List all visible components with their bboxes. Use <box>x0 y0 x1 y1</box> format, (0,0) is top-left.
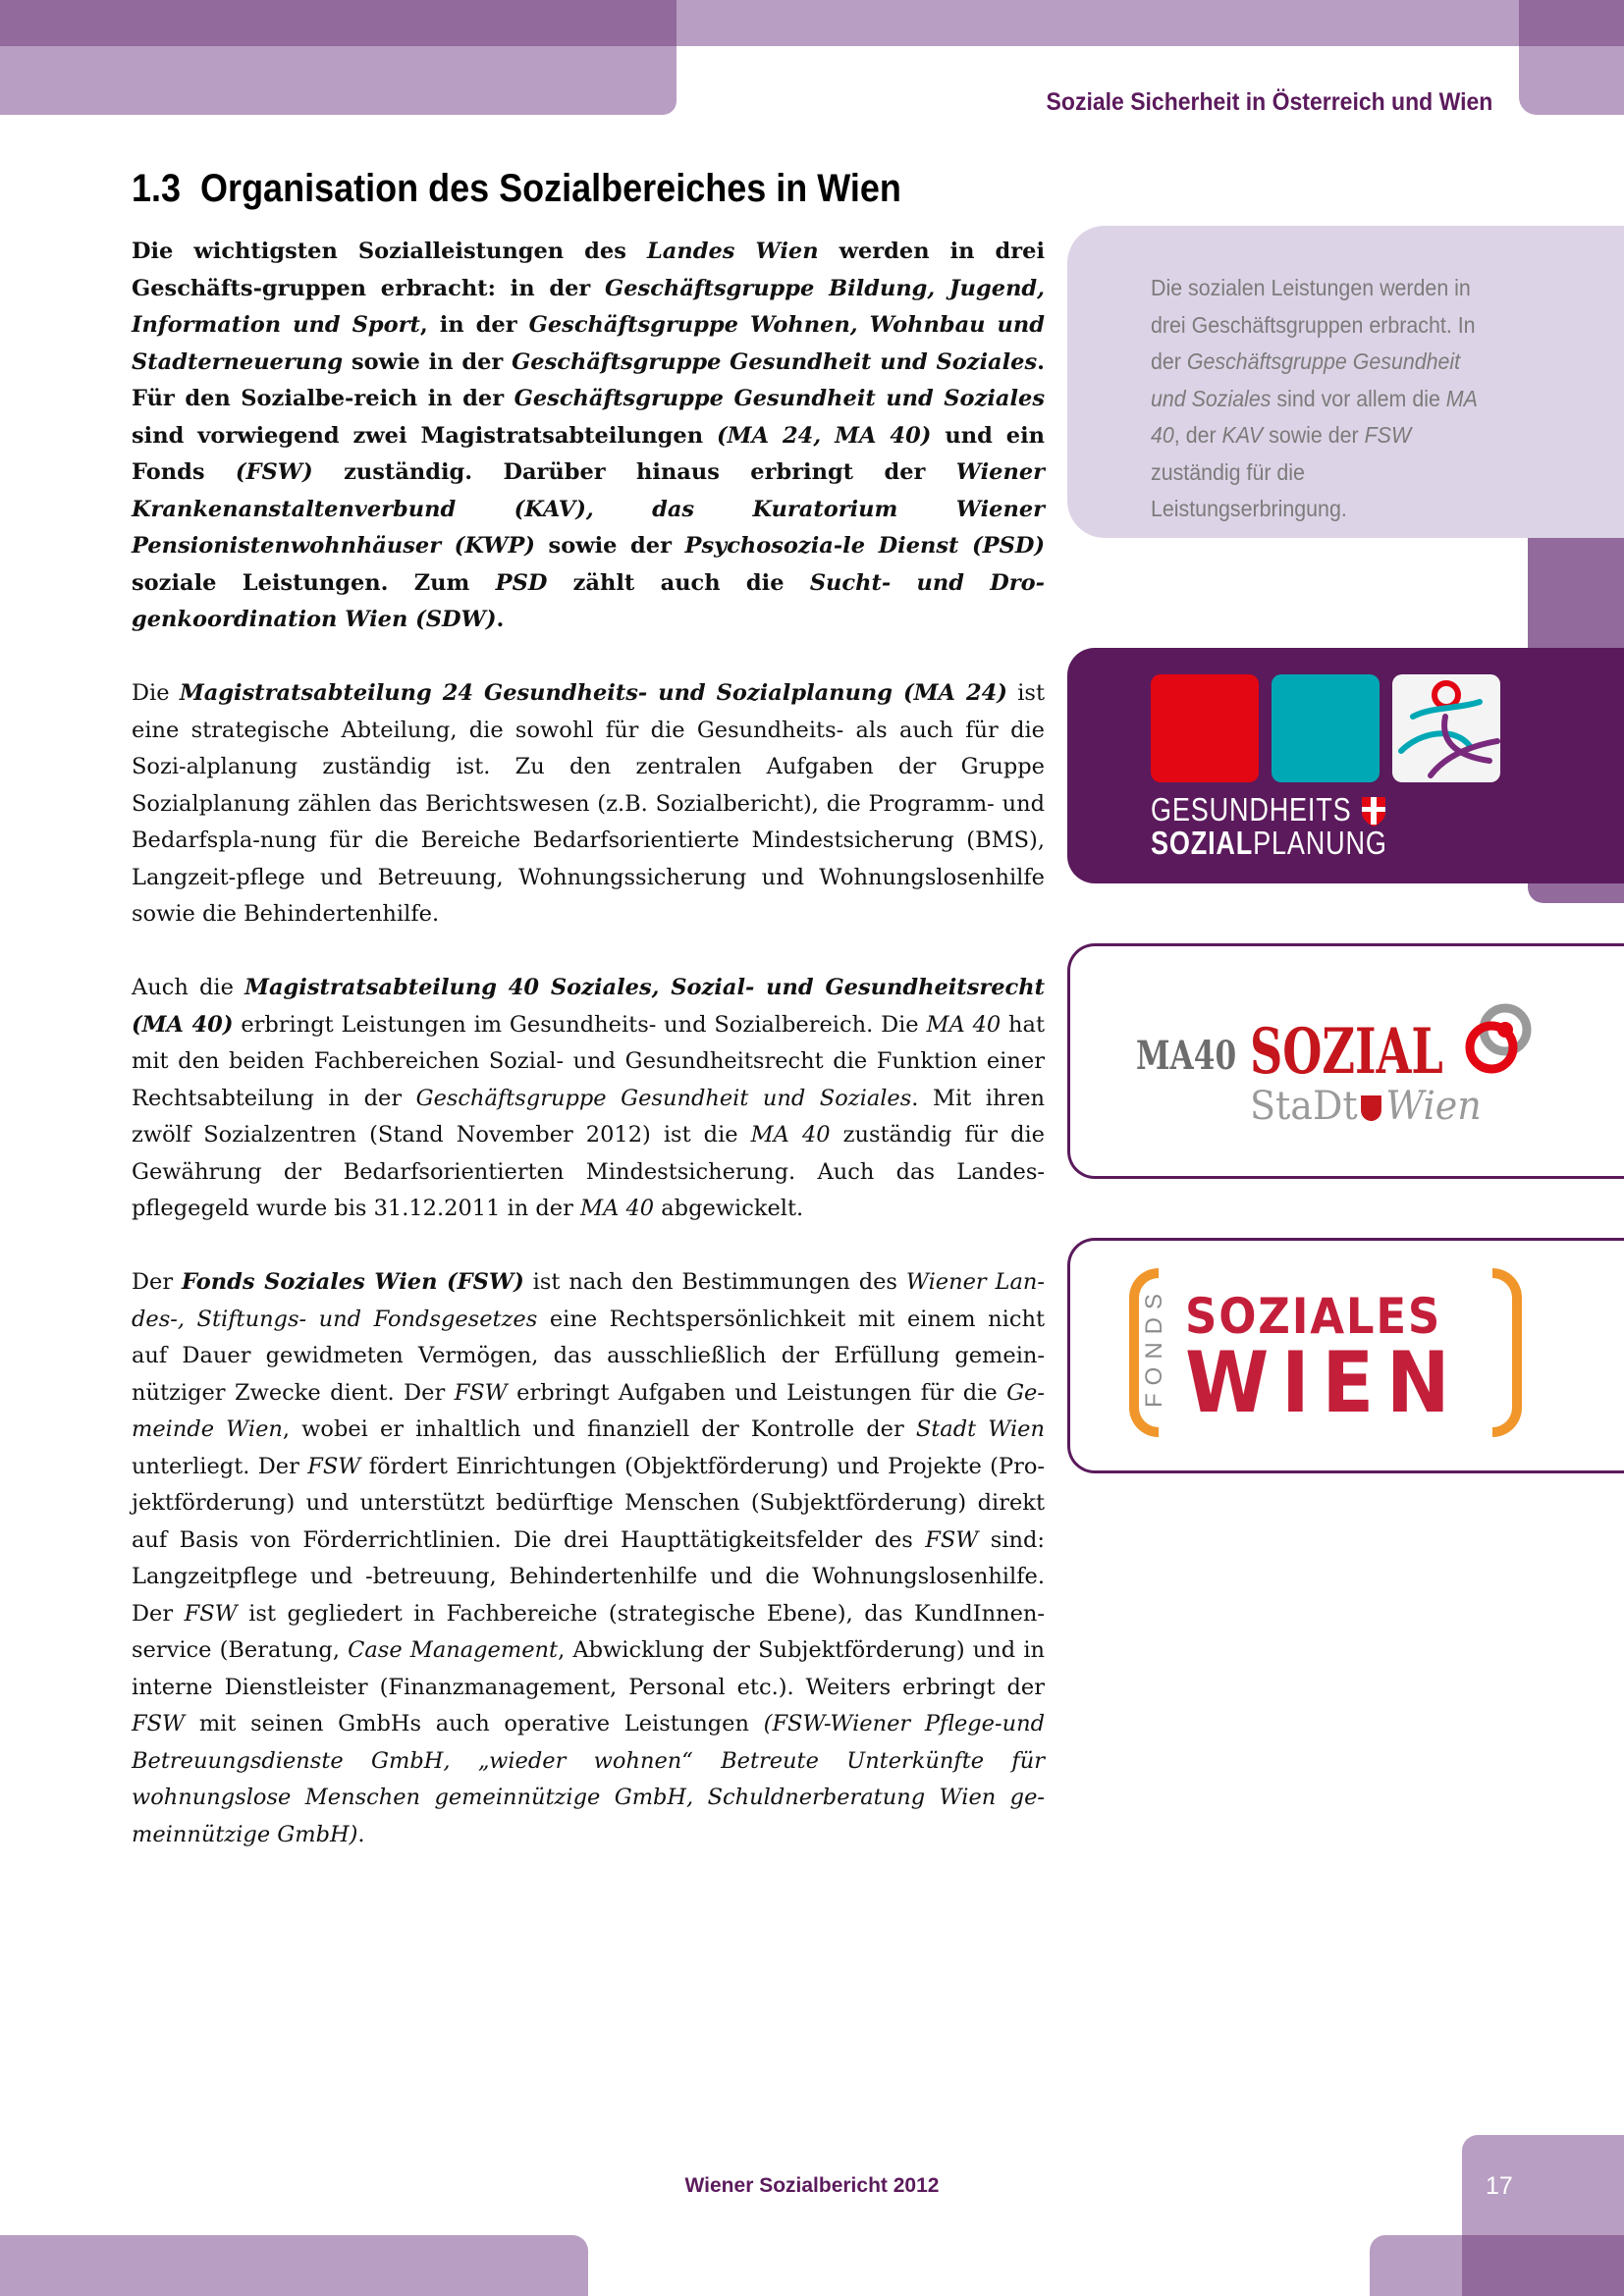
sozial-wordmark: SOZIAL <box>1250 1015 1443 1089</box>
header-band-middle <box>677 0 1519 46</box>
header-block-right <box>1519 46 1624 115</box>
section-heading <box>132 167 901 211</box>
page-number: 17 <box>1486 2172 1513 2200</box>
callout-text: Die sozialen Leistungen werden in drei Geschäftsgruppen erbracht. In der Geschäftsgruppe Gesundheit und Soziales sind vor allem die MA 40, der KAV sowie der FSW zuständig für die Leistungserbringung. <box>1151 275 1478 521</box>
section-title: Organisation des Sozialbereiches in Wien <box>200 167 901 210</box>
running-header: Soziale Sicherheit in Österreich und Wien <box>1046 88 1492 116</box>
stadt-wien-wordmark: StaDt Wien <box>1250 1084 1482 1129</box>
wien-label: WIEN <box>1185 1334 1463 1432</box>
teal-square <box>1272 674 1380 782</box>
ma40-prefix: MA40 <box>1136 1033 1237 1079</box>
vienna-shield-icon <box>1362 797 1385 827</box>
sozialplanung-label: SOZIALPLANUNG <box>1151 825 1387 861</box>
footer-title: Wiener Sozialbericht 2012 <box>684 2174 940 2197</box>
sozial-rings-icon <box>1448 990 1546 1089</box>
paragraph-intro: Die wichtigsten Sozialleistungen des Landes Wien werden in drei Geschäfts-gruppen erbracht: in der Geschäftsgruppe Bildung, Jugend, Information und Sport, in der Geschäftsgruppe Wohnen, Wohnbau und Stadterneuerung sowie in der Geschäftsgruppe Gesundheit und Soziales. Für den Sozialbe-reich in der Geschäftsgruppe Gesundheit und Soziales sind vorwiegend zwei Magistratsabteilungen (MA 24, MA 40) und ein Fonds (FSW) zuständig. Darüber hinaus erbringt der Wiener Krankenanstaltenverbund (KAV), das Kuratorium Wiener Pensionistenwohnhäuser (KWP) sowie der Psychosozia-le Dienst (PSD) soziale Leistungen. Zum PSD zählt auch die Sucht- und Dro-genkoordination Wien (SDW). <box>132 239 1046 632</box>
header-band-right <box>1519 0 1624 46</box>
red-square <box>1151 674 1259 782</box>
header-block-left <box>0 46 677 115</box>
gesundheits-label: GESUNDHEITS <box>1151 791 1352 828</box>
paragraph-fsw: Der Fonds Soziales Wien (FSW) ist nach den Bestimmungen des Wiener Lan-des-, Stiftungs- und Fondsgesetzes eine Rechtspersönlichkeit mit einem nicht auf Dauer gewidmeten Vermögen, das ausschließlich der Erfüllung gemein-nütziger Zwecke dient. Der FSW erbringt Aufgaben und Leistungen für die Ge-meinde Wien, wobei er inhaltlich und finanziell der Kontrolle der Stadt Wien unterliegt. Der FSW fördert Einrichtungen (Objektförderung) und Projekte (Pro-jektförderung) und unterstützt bedürftige Menschen (Subjektförderung) direkt auf Basis von Förderrichtlinien. Die drei Haupttätigkeitsfelder des FSW sind: Langzeitpflege und -betreuung, Behindertenhilfe und die Wohnungslosenhilfe. Der FSW ist gegliedert in Fachbereiche (strategische Ebene), das KundInnen-service (Beratung, Case Management, Abwicklung der Subjektförderung) und in interne Dienstleister (Finanzmanagement, Personal etc.). Weiters erbringt der FSW mit seinen GmbHs auch operative Leistungen (FSW-Wiener Pflege-und Betreuungsdienste GmbH, „wieder wohnen“ Betreute Unterkünfte für wohnungslose Menschen gemeinnützige GmbH, Schuldnerberatung Wien ge-meinnützige GmbH). <box>132 1269 1046 1847</box>
soziales-label: SOZIALES <box>1185 1288 1442 1345</box>
fonds-label: FONDS <box>1141 1286 1167 1408</box>
footer-block-left <box>0 2235 588 2296</box>
logo-gesundheits-sozialplanung <box>1067 648 1624 883</box>
section-number: 1.3 <box>132 167 182 210</box>
right-bracket-icon <box>1492 1268 1522 1437</box>
logo-ma40-sozial <box>1067 943 1624 1179</box>
header-band-left <box>0 0 677 46</box>
article-body <box>132 234 1045 1891</box>
footer-block-right-dark <box>1462 2235 1624 2296</box>
logo-fonds-soziales-wien <box>1067 1238 1624 1473</box>
vienna-shield-icon <box>1361 1095 1381 1121</box>
footer-block-right-low <box>1370 2235 1462 2296</box>
paragraph-ma24: Die Magistratsabteilung 24 Gesundheits- und Sozialplanung (MA 24) ist eine strategische Abteilung, die sowohl für die Gesundheits- als auch für die Sozi-alplanung zuständig ist. Zu den zentralen Aufgaben der Gruppe Sozialplanung zählen das Berichtswesen (z.B. Sozialbericht), die Programm- und Bedarfspla-nung für die Bereiche Bedarfsorientierte Mindestsicherung (BMS), Langzeit-pflege und Betreuung, Wohnungssicherung und Wohnungslosenhilfe sowie die Behindertenhilfe. <box>132 680 1046 927</box>
paragraph-ma40: Auch die Magistratsabteilung 40 Soziales, Sozial- und Gesundheitsrecht (MA 40) erbringt Leistungen im Gesundheits- und Sozialbereich. Die MA 40 hat mit den beiden Fachbereichen Sozial- und Gesundheitsrecht die Funktion einer Rechtsabteilung in der Geschäftsgruppe Gesundheit und Soziales. Mit ihren zwölf Sozialzentren (Stand November 2012) ist die MA 40 zuständig für die Gewährung der Bedarfsorientierten Mindestsicherung. Auch das Landes-pflegegeld wurde bis 31.12.2011 in der MA 40 abgewickelt. <box>132 975 1045 1221</box>
summary-callout <box>1067 226 1624 538</box>
